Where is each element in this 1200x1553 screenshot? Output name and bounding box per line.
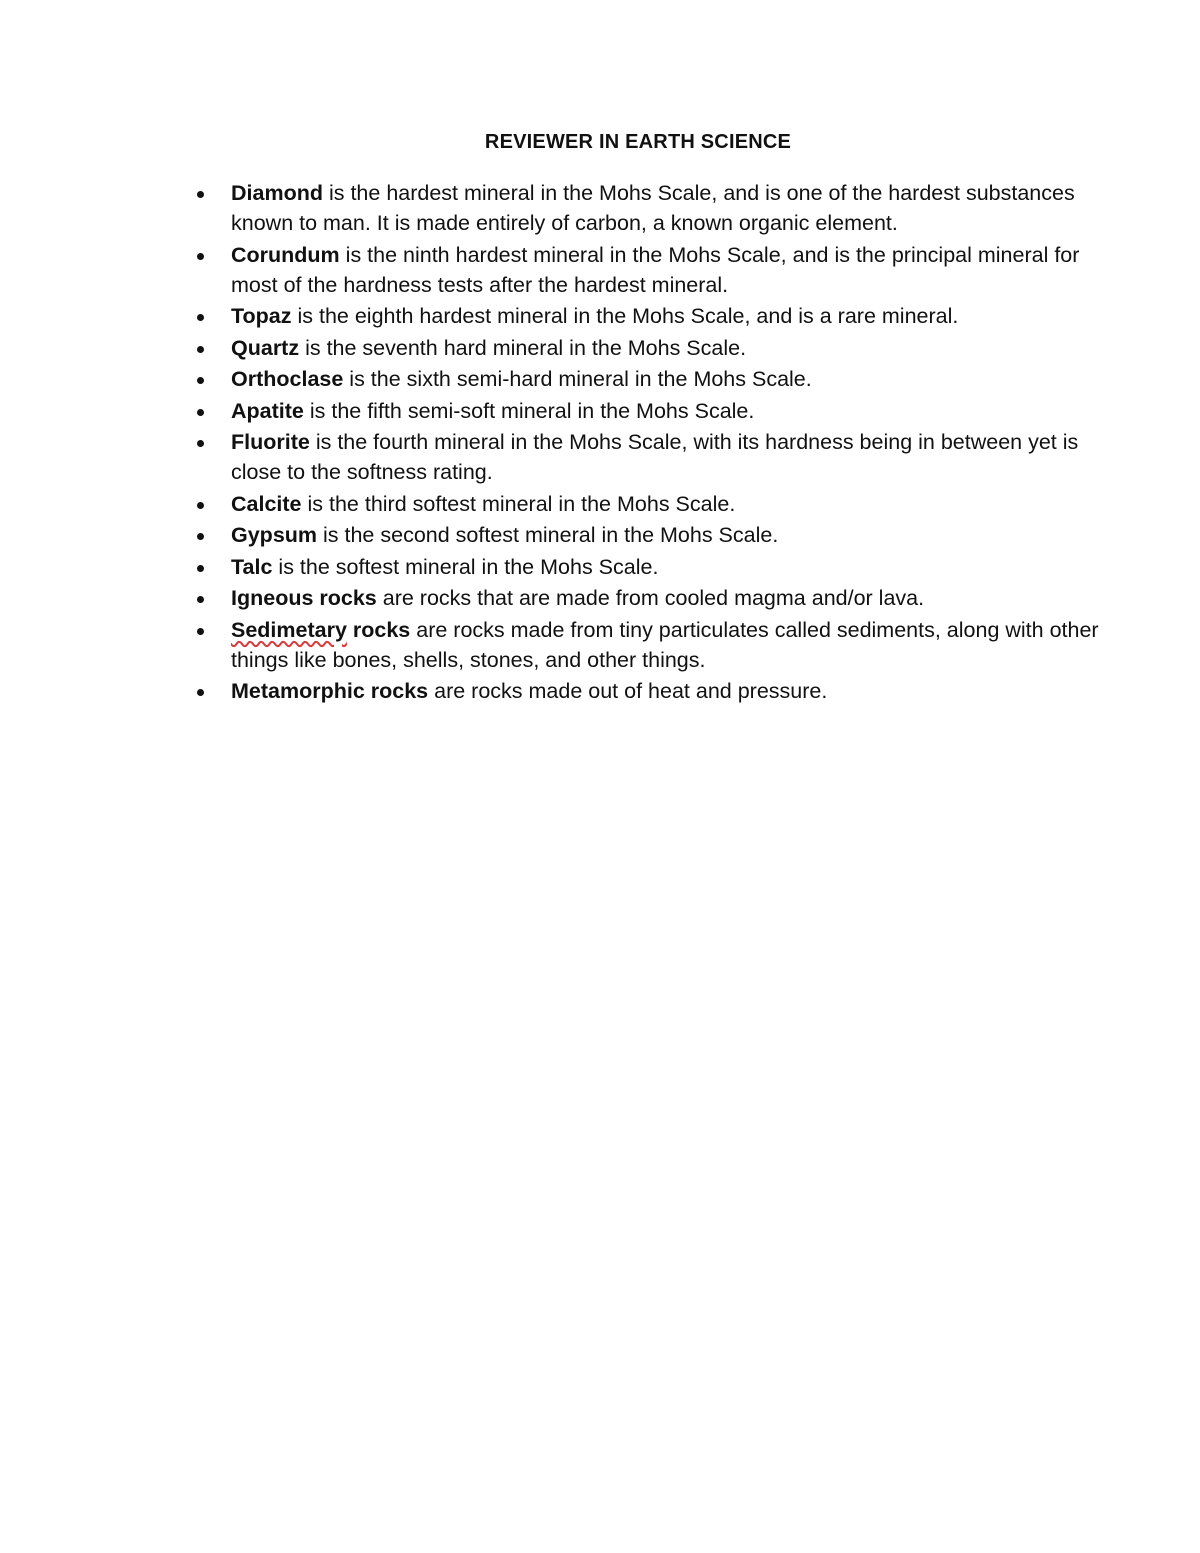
list-item-calcite bbox=[190, 489, 1120, 519]
definition: is the hardest mineral in the Mohs Scale, and is one of the hardest substances known to man. It is made entirely of carbon, a known organic element. bbox=[231, 181, 1075, 235]
definition: is the softest mineral in the Mohs Scale. bbox=[272, 554, 659, 579]
term: Diamond bbox=[231, 181, 323, 205]
bullet-icon bbox=[197, 253, 204, 260]
definition: is the seventh hard mineral in the Mohs Scale. bbox=[299, 335, 747, 360]
document-title: REVIEWER IN EARTH SCIENCE bbox=[484, 131, 792, 153]
term: Fluorite bbox=[231, 430, 310, 454]
list-item-talc bbox=[190, 552, 1120, 582]
term: Topaz bbox=[231, 304, 292, 328]
term: Apatite bbox=[231, 398, 304, 423]
term: Corundum bbox=[231, 242, 340, 267]
term: Calcite bbox=[231, 491, 302, 516]
bullet-icon bbox=[197, 409, 204, 416]
definition: is the eighth hardest mineral in the Mohs Scale, and is a rare mineral. bbox=[291, 304, 959, 328]
bullet-icon bbox=[197, 314, 204, 321]
bullet-icon bbox=[197, 502, 204, 509]
definition: is the third softest mineral in the Mohs Scale. bbox=[301, 491, 736, 516]
list-item-sedimentary-rocks bbox=[190, 615, 1120, 675]
bullet-icon bbox=[197, 440, 204, 447]
list-item-orthoclase bbox=[190, 364, 1120, 394]
list-item-diamond bbox=[190, 178, 1120, 238]
list-item-quartz bbox=[190, 333, 1120, 363]
term: Quartz bbox=[231, 335, 300, 360]
bullet-icon bbox=[197, 533, 204, 540]
list-item-gypsum bbox=[190, 520, 1120, 550]
term: Talc bbox=[231, 554, 273, 579]
definition: are rocks made from tiny particulates called sediments, along with other things like bones, shells, stones, and other things. bbox=[231, 617, 1099, 672]
list-item-apatite bbox=[190, 396, 1120, 426]
list-item-topaz bbox=[190, 301, 1120, 331]
definition: is the fifth semi-soft mineral in the Mohs Scale. bbox=[303, 398, 755, 423]
term: Orthoclase bbox=[231, 367, 344, 391]
list-item-igneous-rocks bbox=[190, 583, 1120, 613]
bullet-icon bbox=[197, 596, 204, 603]
misspelled-term[interactable]: Sedimetary bbox=[231, 617, 347, 642]
definition: are rocks that are made from cooled magma and/or lava. bbox=[376, 586, 925, 610]
definition: are rocks made out of heat and pressure. bbox=[428, 679, 828, 703]
term: Igneous rocks bbox=[231, 586, 377, 610]
term: Gypsum bbox=[231, 523, 318, 547]
bullet-list bbox=[190, 178, 1120, 708]
bullet-icon bbox=[197, 689, 204, 696]
definition: is the ninth hardest mineral in the Mohs Scale, and is the principal mineral for most of the hardness tests after the hardest mineral. bbox=[231, 242, 1080, 297]
bullet-icon bbox=[197, 628, 204, 635]
list-item-corundum bbox=[190, 240, 1120, 300]
list-item-fluorite bbox=[190, 427, 1120, 487]
definition: is the sixth semi-hard mineral in the Mohs Scale. bbox=[343, 367, 812, 391]
bullet-icon bbox=[197, 377, 204, 384]
term: rocks bbox=[346, 617, 411, 642]
list-item-metamorphic-rocks bbox=[190, 676, 1120, 706]
bullet-icon bbox=[197, 565, 204, 572]
term: Metamorphic rocks bbox=[231, 679, 429, 703]
bullet-icon bbox=[197, 191, 204, 198]
bullet-icon bbox=[197, 346, 204, 353]
definition: is the fourth mineral in the Mohs Scale, with its hardness being in between yet is close to the softness rating. bbox=[231, 430, 1079, 484]
definition: is the second softest mineral in the Mohs Scale. bbox=[317, 523, 779, 547]
